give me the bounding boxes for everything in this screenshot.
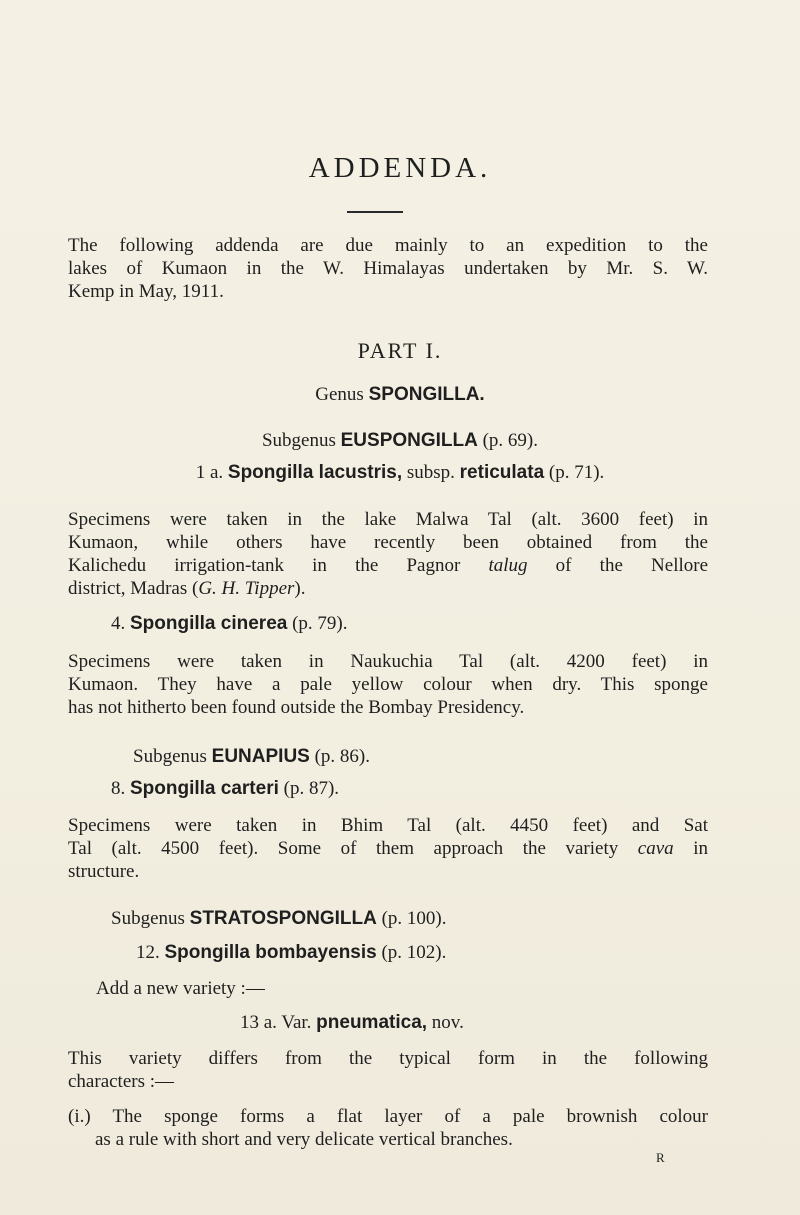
- text-run: in: [673, 838, 709, 859]
- para-line: This variety differs from the typical form in the following: [68, 1048, 708, 1069]
- species-number: 4.: [111, 613, 130, 634]
- page-title: ADDENDA.: [308, 152, 492, 184]
- para-line: Specimens were taken in the lake Malwa Tal (alt. 3600 feet) in: [68, 509, 708, 530]
- variety-name: pneumatica,: [316, 1012, 428, 1033]
- para-line: [68, 837, 708, 860]
- variety-number: 13 a.: [240, 1012, 282, 1033]
- species-number: 8.: [111, 778, 130, 799]
- subgenus-prefix: Subgenus: [111, 908, 190, 929]
- paragraph-variety: [68, 1047, 708, 1093]
- para-line: (i.) The sponge forms a flat layer of a pale brownish colour: [68, 1106, 708, 1127]
- subgenus-prefix: Subgenus: [261, 430, 341, 451]
- character-item-i: [68, 1105, 708, 1151]
- species-name: Spongilla lacustris,: [227, 462, 403, 483]
- species-ref: (p. 87).: [278, 778, 340, 799]
- text-run: Tal (alt. 4500 feet). Some of them approach the variety: [68, 838, 638, 859]
- subgenus-heading-stratospongilla: [111, 907, 447, 930]
- species-subsp: subsp.: [402, 462, 460, 483]
- para-line: structure.: [68, 861, 140, 882]
- para-line: [68, 577, 708, 600]
- subgenus-name: EUSPONGILLA: [340, 430, 478, 451]
- text-run: district, Madras (: [68, 578, 199, 599]
- paragraph-cinerea: [68, 650, 708, 719]
- italic-term: cava: [637, 838, 674, 859]
- para-line: has not hitherto been found outside the Bombay Presidency.: [68, 697, 525, 718]
- species-ref: (p. 71).: [544, 462, 605, 483]
- species-ref: (p. 102).: [376, 942, 447, 963]
- variety-nov: nov.: [427, 1012, 464, 1033]
- para-line: Kumaon, while others have recently been obtained from the: [68, 532, 708, 553]
- species-name: Spongilla carteri: [130, 778, 279, 799]
- species-number: 1 a.: [195, 462, 228, 483]
- para-line: characters :—: [68, 1071, 175, 1092]
- variety-heading-13a: [240, 1011, 464, 1034]
- subgenus-heading-eunapius: [133, 745, 370, 768]
- species-name: Spongilla cinerea: [130, 613, 288, 634]
- species-ref: (p. 79).: [287, 613, 348, 634]
- subgenus-ref: (p. 100).: [376, 908, 447, 929]
- para-line: [68, 554, 708, 577]
- para-line: Specimens were taken in Naukuchia Tal (alt. 4200 feet) in: [68, 651, 708, 672]
- text-run: Kalichedu irrigation-tank in the Pagnor: [68, 555, 489, 576]
- text-run: ).: [294, 578, 306, 599]
- subgenus-name: STRATOSPONGILLA: [189, 908, 377, 929]
- subspecies-name: reticulata: [459, 462, 545, 483]
- subgenus-ref: (p. 86).: [309, 746, 370, 767]
- paragraph-lacustris: [68, 508, 708, 600]
- intro-line: The following addenda are due mainly to an expedition to the: [68, 235, 708, 256]
- para-line: Specimens were taken in Bhim Tal (alt. 4450 feet) and Sat: [68, 815, 708, 836]
- part-heading: PART I.: [357, 338, 443, 363]
- intro-line: lakes of Kumaon in the W. Himalayas undertaken by Mr. S. W.: [68, 258, 708, 279]
- italic-collector: G. H. Tipper: [198, 578, 295, 599]
- paragraph-carteri: [68, 814, 708, 883]
- genus-name: SPONGILLA.: [368, 384, 485, 405]
- species-name: Spongilla bombayensis: [164, 942, 377, 963]
- species-number: 12.: [136, 942, 165, 963]
- species-heading-8: [111, 777, 339, 800]
- subgenus-ref: (p. 69).: [477, 430, 539, 451]
- title-rule: [347, 211, 403, 213]
- italic-term: talug: [488, 555, 528, 576]
- subgenus-name: EUNAPIUS: [211, 746, 310, 767]
- para-line: as a rule with short and very delicate vertical branches.: [95, 1129, 513, 1150]
- signature-mark: R: [656, 1150, 665, 1165]
- add-variety-line: Add a new variety :—: [96, 978, 265, 999]
- para-line: Kumaon. They have a pale yellow colour when dry. This sponge: [68, 674, 708, 695]
- intro-line: Kemp in May, 1911.: [68, 281, 224, 302]
- subgenus-heading-euspongilla: [0, 429, 800, 452]
- text-run: of the Nellore: [527, 555, 709, 576]
- subgenus-prefix: Subgenus: [133, 746, 212, 767]
- genus-prefix: Genus: [315, 384, 369, 405]
- intro-paragraph: [68, 234, 708, 303]
- genus-heading: [0, 383, 800, 406]
- species-heading-4: [111, 612, 347, 635]
- species-heading-12: [136, 941, 446, 964]
- variety-label: Var.: [281, 1012, 317, 1033]
- species-heading-1a: [0, 461, 800, 484]
